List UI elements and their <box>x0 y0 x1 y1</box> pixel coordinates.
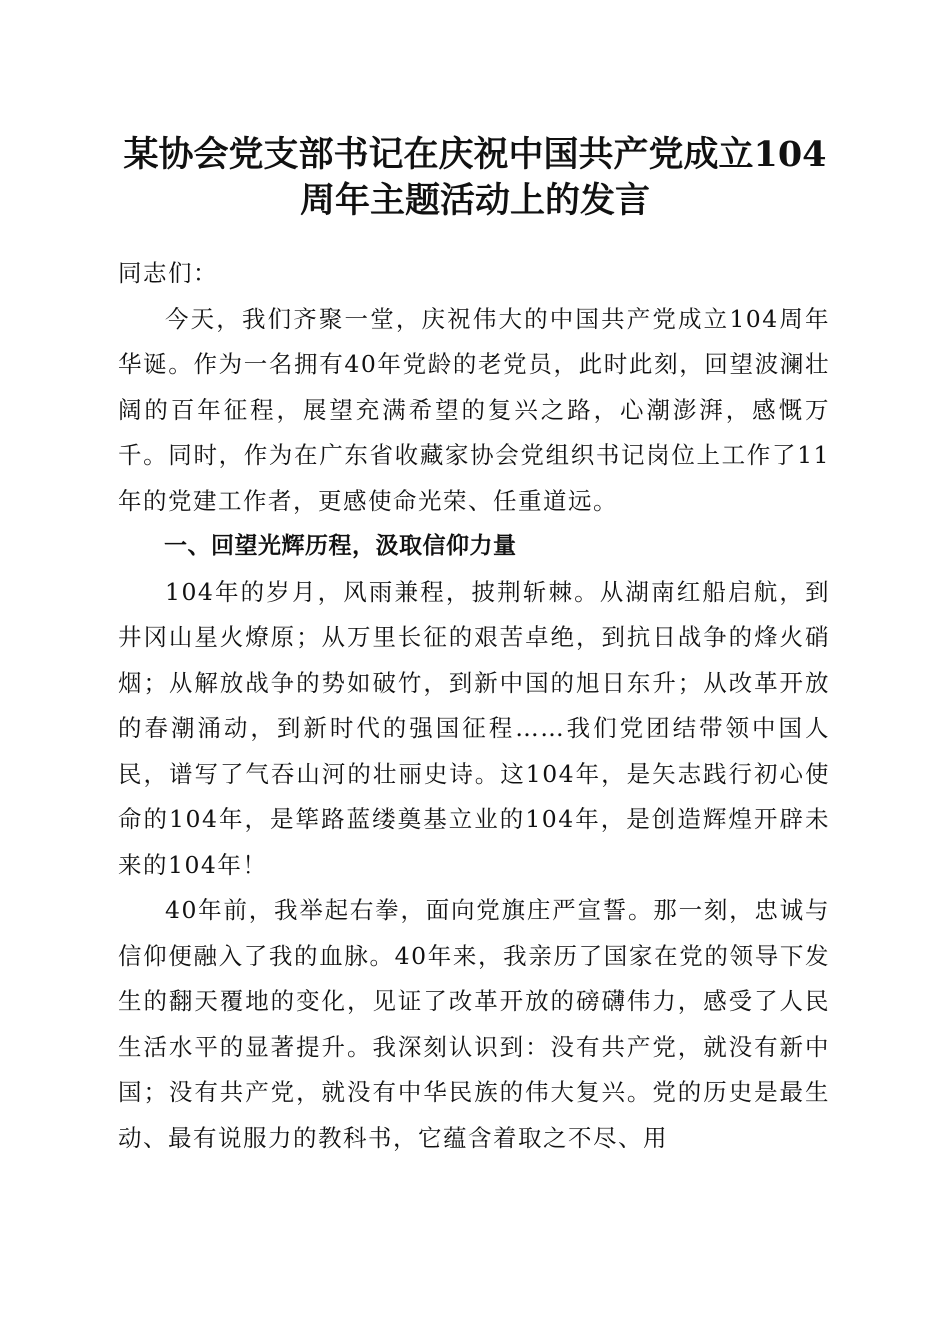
paragraph-history: 104年的岁月，风雨兼程，披荆斩棘。从湖南红船启航，到井冈山星火燎原；从万里长征的艰苦卓绝，到抗日战争的烽火硝烟；从解放战争的势如破竹，到新中国的旭日东升；从改革开放的春潮涌动，到新时代的强国征程……我们党团结带领中国人民，谱写了气吞山河的壮丽史诗。这104年，是矢志践行初心使命的104年，是筚路蓝缕奠基立业的104年，是创造辉煌开辟未来的104年！ <box>118 577 830 879</box>
section-heading: 一、回望光辉历程，汲取信仰力量 <box>164 533 517 559</box>
document-title: 某协会党支部书记在庆祝中国共产党成立104周年主题活动上的发言 <box>123 134 827 221</box>
paragraph-intro: 今天，我们齐聚一堂，庆祝伟大的中国共产党成立104周年华诞。作为一名拥有40年党龄的老党员，此时此刻，回望波澜壮阔的百年征程，展望充满希望的复兴之路，心潮澎湃，感慨万千。同时，作为在广东省收藏家协会党组织书记岗位上工作了11年的党建工作者，更感使命光荣、任重道远。 <box>118 304 830 515</box>
document-body <box>118 251 830 1161</box>
paragraph-personal: 40年前，我举起右拳，面向党旗庄严宣誓。那一刻，忠诚与信仰便融入了我的血脉。40年来，我亲历了国家在党的领导下发生的翻天覆地的变化，见证了改革开放的磅礴伟力，感受了人民生活水平的显著提升。我深刻认识到：没有共产党，就没有新中国；没有共产党，就没有中华民族的伟大复兴。党的历史是最生动、最有说服力的教科书，它蕴含着取之不尽、用 <box>118 896 830 1152</box>
salutation: 同志们： <box>118 259 218 287</box>
